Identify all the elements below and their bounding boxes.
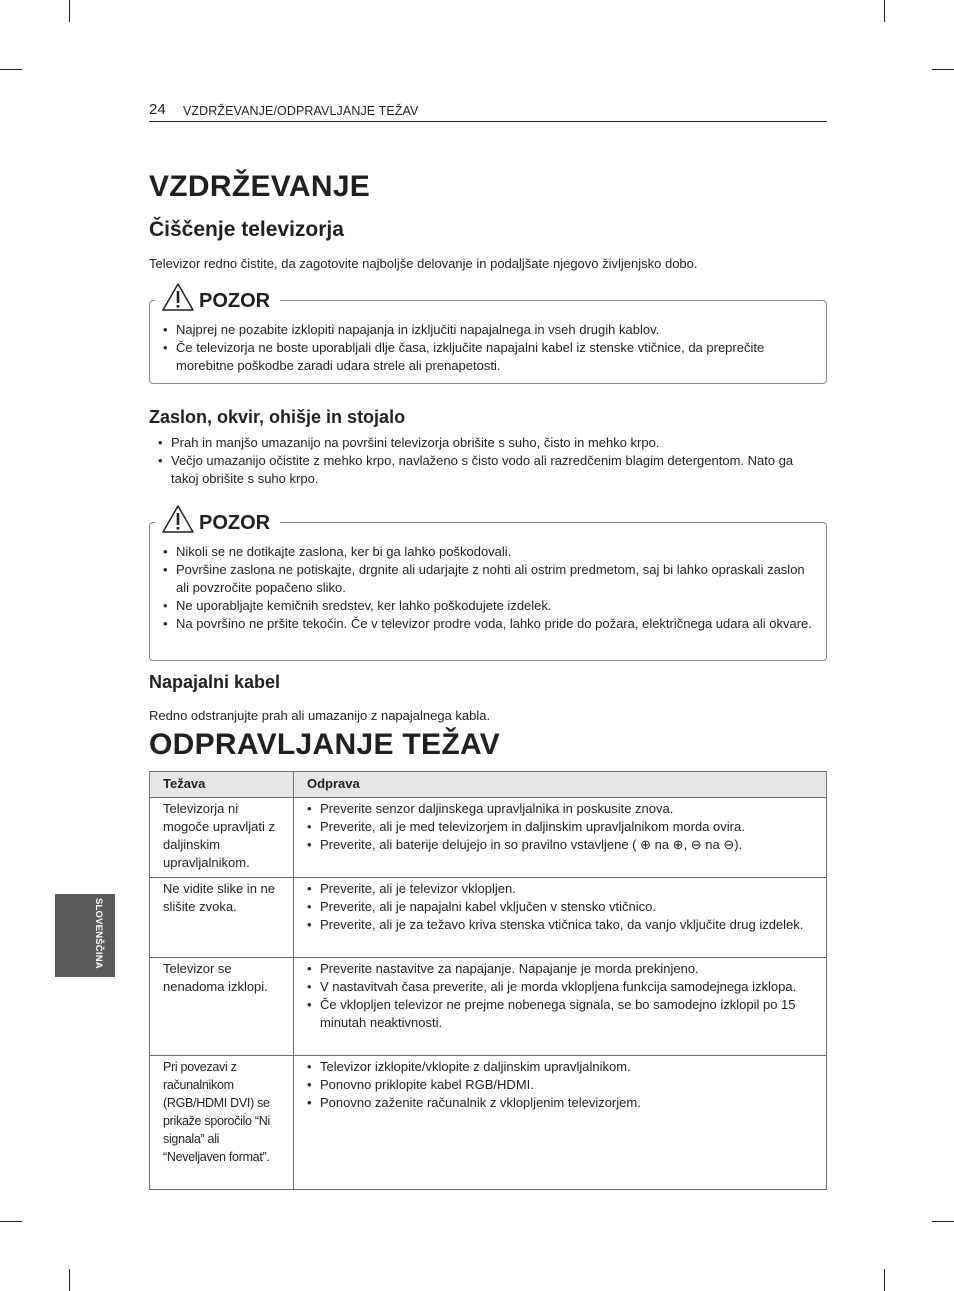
caution-header <box>155 502 280 534</box>
solution-cell <box>294 878 827 958</box>
table-row <box>150 878 827 958</box>
crop-mark <box>932 69 954 70</box>
warning-icon <box>161 282 195 312</box>
list-item: • Večjo umazanijo očistite z mehko krpo, navlaženo s čisto vodo ali razredčenim blagim detergentom. Nato ga takoj obrišite s suho krpo. <box>158 452 818 488</box>
warning-icon <box>161 504 195 534</box>
crop-mark <box>69 1269 70 1291</box>
caution-header <box>155 280 280 312</box>
problem-cell: Televizorja ni mogoče upravljati z daljinskim upravljalnikom. <box>150 798 294 878</box>
caution-label: POZOR <box>199 512 271 534</box>
column-header-solution: Odprava <box>294 772 827 798</box>
caution-list <box>163 543 813 633</box>
table-row <box>150 1056 827 1190</box>
table-row <box>150 958 827 1056</box>
list-item: • Preverite senzor daljinskega upravljalnika in poskusite znova. <box>307 800 812 818</box>
screen-list <box>158 434 818 488</box>
caution-label: POZOR <box>199 290 271 312</box>
cleaning-intro: Televizor redno čistite, da zagotovite najboljše delovanje in podaljšate njegovo življenjsko dobo. <box>149 256 698 271</box>
list-item: • Preverite, ali je za težavo kriva stenska vtičnica tako, da vanjo vključite drug izdelek. <box>307 916 812 934</box>
list-item: • Preverite, ali baterije delujejo in so pravilno vstavljene ( ⊕ na ⊕, ⊖ na ⊖). <box>307 836 812 854</box>
troubleshooting-table <box>149 771 827 1190</box>
list-item: • Prah in manjšo umazanijo na površini televizorja obrišite s suho, čisto in mehko krpo. <box>158 434 818 452</box>
language-tab <box>55 894 115 977</box>
list-item: • Preverite nastavitve za napajanje. Napajanje je morda prekinjeno. <box>307 960 812 978</box>
crop-mark <box>884 1269 885 1291</box>
list-item: • Preverite, ali je napajalni kabel vključen v stensko vtičnico. <box>307 898 812 916</box>
maintenance-title: VZDRŽEVANJE <box>149 170 371 203</box>
list-item: • Če vklopljen televizor ne prejme nobenega signala, se bo samodejno izklopil po 15 minutah neaktivnosti. <box>307 996 812 1032</box>
crop-mark <box>932 1221 954 1222</box>
power-cable-text: Redno odstranjujte prah ali umazanijo z napajalnega kabla. <box>149 708 491 723</box>
crop-mark <box>0 69 22 70</box>
list-item: • Najprej ne pozabite izklopiti napajanja in izključiti napajalnega in vseh drugih kablov. <box>163 321 813 339</box>
running-head: VZDRŽEVANJE/ODPRAVLJANJE TEŽAV <box>183 104 419 118</box>
caution-list <box>163 321 813 375</box>
table-row <box>150 798 827 878</box>
language-tab-label: SLOVENŠČINA <box>93 898 104 969</box>
list-item: • Televizor izklopite/vklopite z daljinskim upravljalnikom. <box>307 1058 812 1076</box>
list-item: • Ponovno priklopite kabel RGB/HDMI. <box>307 1076 812 1094</box>
problem-cell: Ne vidite slike in ne slišite zvoka. <box>150 878 294 958</box>
list-item: • Površine zaslona ne potiskajte, drgnite ali udarjajte z nohti ali ostrim predmetom, saj bi lahko opraskali zaslon ali povzročite popačeno sliko. <box>163 561 813 597</box>
list-item: • Če televizorja ne boste uporabljali dlje časa, izključite napajalni kabel iz stenske vtičnice, da preprečite morebitne poškodbe zaradi udara strele ali prenapetosti. <box>163 339 813 375</box>
crop-mark <box>0 1221 22 1222</box>
list-item: • V nastavitvah časa preverite, ali je morda vklopljena funkcija samodejnega izklopa. <box>307 978 812 996</box>
troubleshooting-title: ODPRAVLJANJE TEŽAV <box>149 728 501 761</box>
screen-section-title: Zaslon, okvir, ohišje in stojalo <box>149 407 406 427</box>
table-header-row <box>150 772 827 798</box>
solution-cell <box>294 958 827 1056</box>
list-item: • Nikoli se ne dotikajte zaslona, ker bi ga lahko poškodovali. <box>163 543 813 561</box>
list-item: • Preverite, ali je med televizorjem in daljinskim upravljalnikom morda ovira. <box>307 818 812 836</box>
page-number: 24 <box>149 101 166 118</box>
list-item: • Ponovno zaženite računalnik z vklopljenim televizorjem. <box>307 1094 812 1112</box>
list-item: • Na površino ne pršite tekočin. Če v televizor prodre voda, lahko pride do požara, električnega udara ali okvare. <box>163 615 813 633</box>
power-cable-title: Napajalni kabel <box>149 672 281 692</box>
list-item: • Ne uporabljajte kemičnih sredstev, ker lahko poškodujete izdelek. <box>163 597 813 615</box>
problem-cell: Pri povezavi z računalnikom (RGB/HDMI DVI) se prikaže sporočilo “Ni signala” ali “Neveljaven format”. <box>150 1056 294 1190</box>
solution-cell <box>294 798 827 878</box>
crop-mark <box>69 0 70 22</box>
header-rule <box>149 121 827 122</box>
problem-cell: Televizor se nenadoma izklopi. <box>150 958 294 1056</box>
list-item: • Preverite, ali je televizor vklopljen. <box>307 880 812 898</box>
crop-mark <box>884 0 885 22</box>
cleaning-title: Čiščenje televizorja <box>149 218 344 241</box>
solution-cell <box>294 1056 827 1190</box>
column-header-problem: Težava <box>150 772 294 798</box>
